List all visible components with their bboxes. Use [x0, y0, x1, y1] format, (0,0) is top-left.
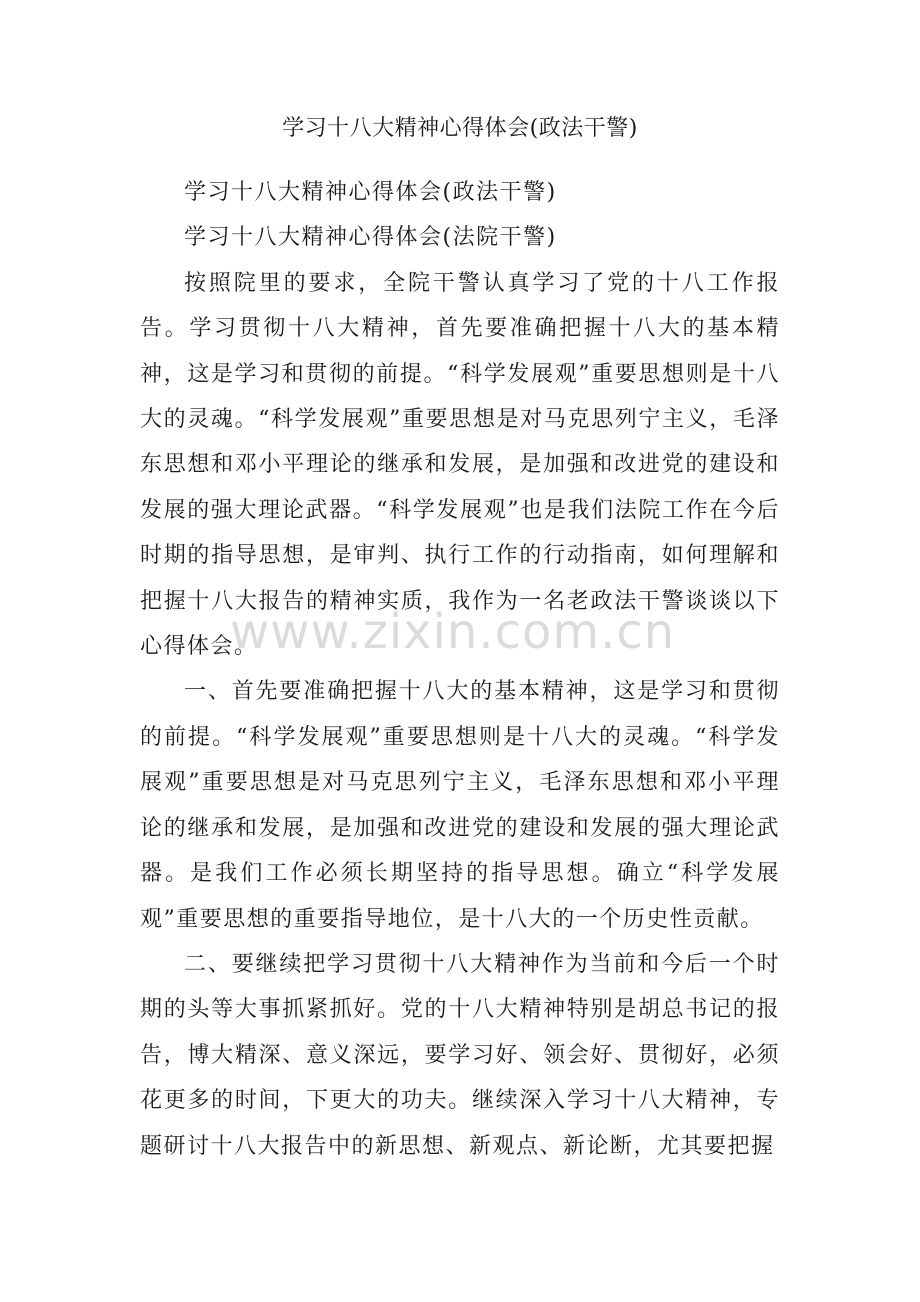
document-body — [140, 170, 780, 1169]
subtitle-court: 学习十八大精神心得体会(法院干警) — [184, 225, 557, 251]
subtitle-political-legal: 学习十八大精神心得体会(政法干警) — [184, 180, 557, 205]
document-title: 学习十八大精神心得体会(政法干警) — [282, 116, 638, 141]
paragraph-point-one: 一、首先要准确把握十八大的基本精神，这是学习和贯彻的前提。“科学发展观”重要思想则是十八大的灵魂。“科学发展观”重要思想是对马克思列宁主义，毛泽东思想和邓小平理论的继承和发展，是加强和改进党的建设和发展的强大理论武器。是我们工作必须长期坚持的指导思想。确立“科学发展观”重要思想的重要指导地位，是十八大的一个历史性贡献。 — [140, 679, 780, 932]
site-watermark: www.zixin.com.cn — [230, 604, 676, 660]
paragraph-intro: 按照院里的要求，全院干警认真学习了党的十八工作报告。学习贯彻十八大精神，首先要准确把握十八大的基本精神，这是学习和贯彻的前提。“科学发展观”重要思想则是十八大的灵魂。“科学发展观”重要思想是对马克思列宁主义，毛泽东思想和邓小平理论的继承和发展，是加强和改进党的建设和发展的强大理论武器。“科学发展观”也是我们法院工作在今后时期的指导思想，是审判、执行工作的行动指南，如何理解和把握十八大报告的精神实质，我作为一名老政法干警谈谈以下心得体会。 — [140, 270, 780, 660]
paragraph-point-two: 二、要继续把学习贯彻十八大精神作为当前和今后一个时期的头等大事抓紧抓好。党的十八大精神特别是胡总书记的报告，博大精深、意义深远，要学习好、领会好、贯彻好，必须花更多的时间，下更大的功夫。继续深入学习十八大精神，专题研讨十八大报告中的新思想、新观点、新论断，尤其要把握 — [140, 951, 780, 1159]
